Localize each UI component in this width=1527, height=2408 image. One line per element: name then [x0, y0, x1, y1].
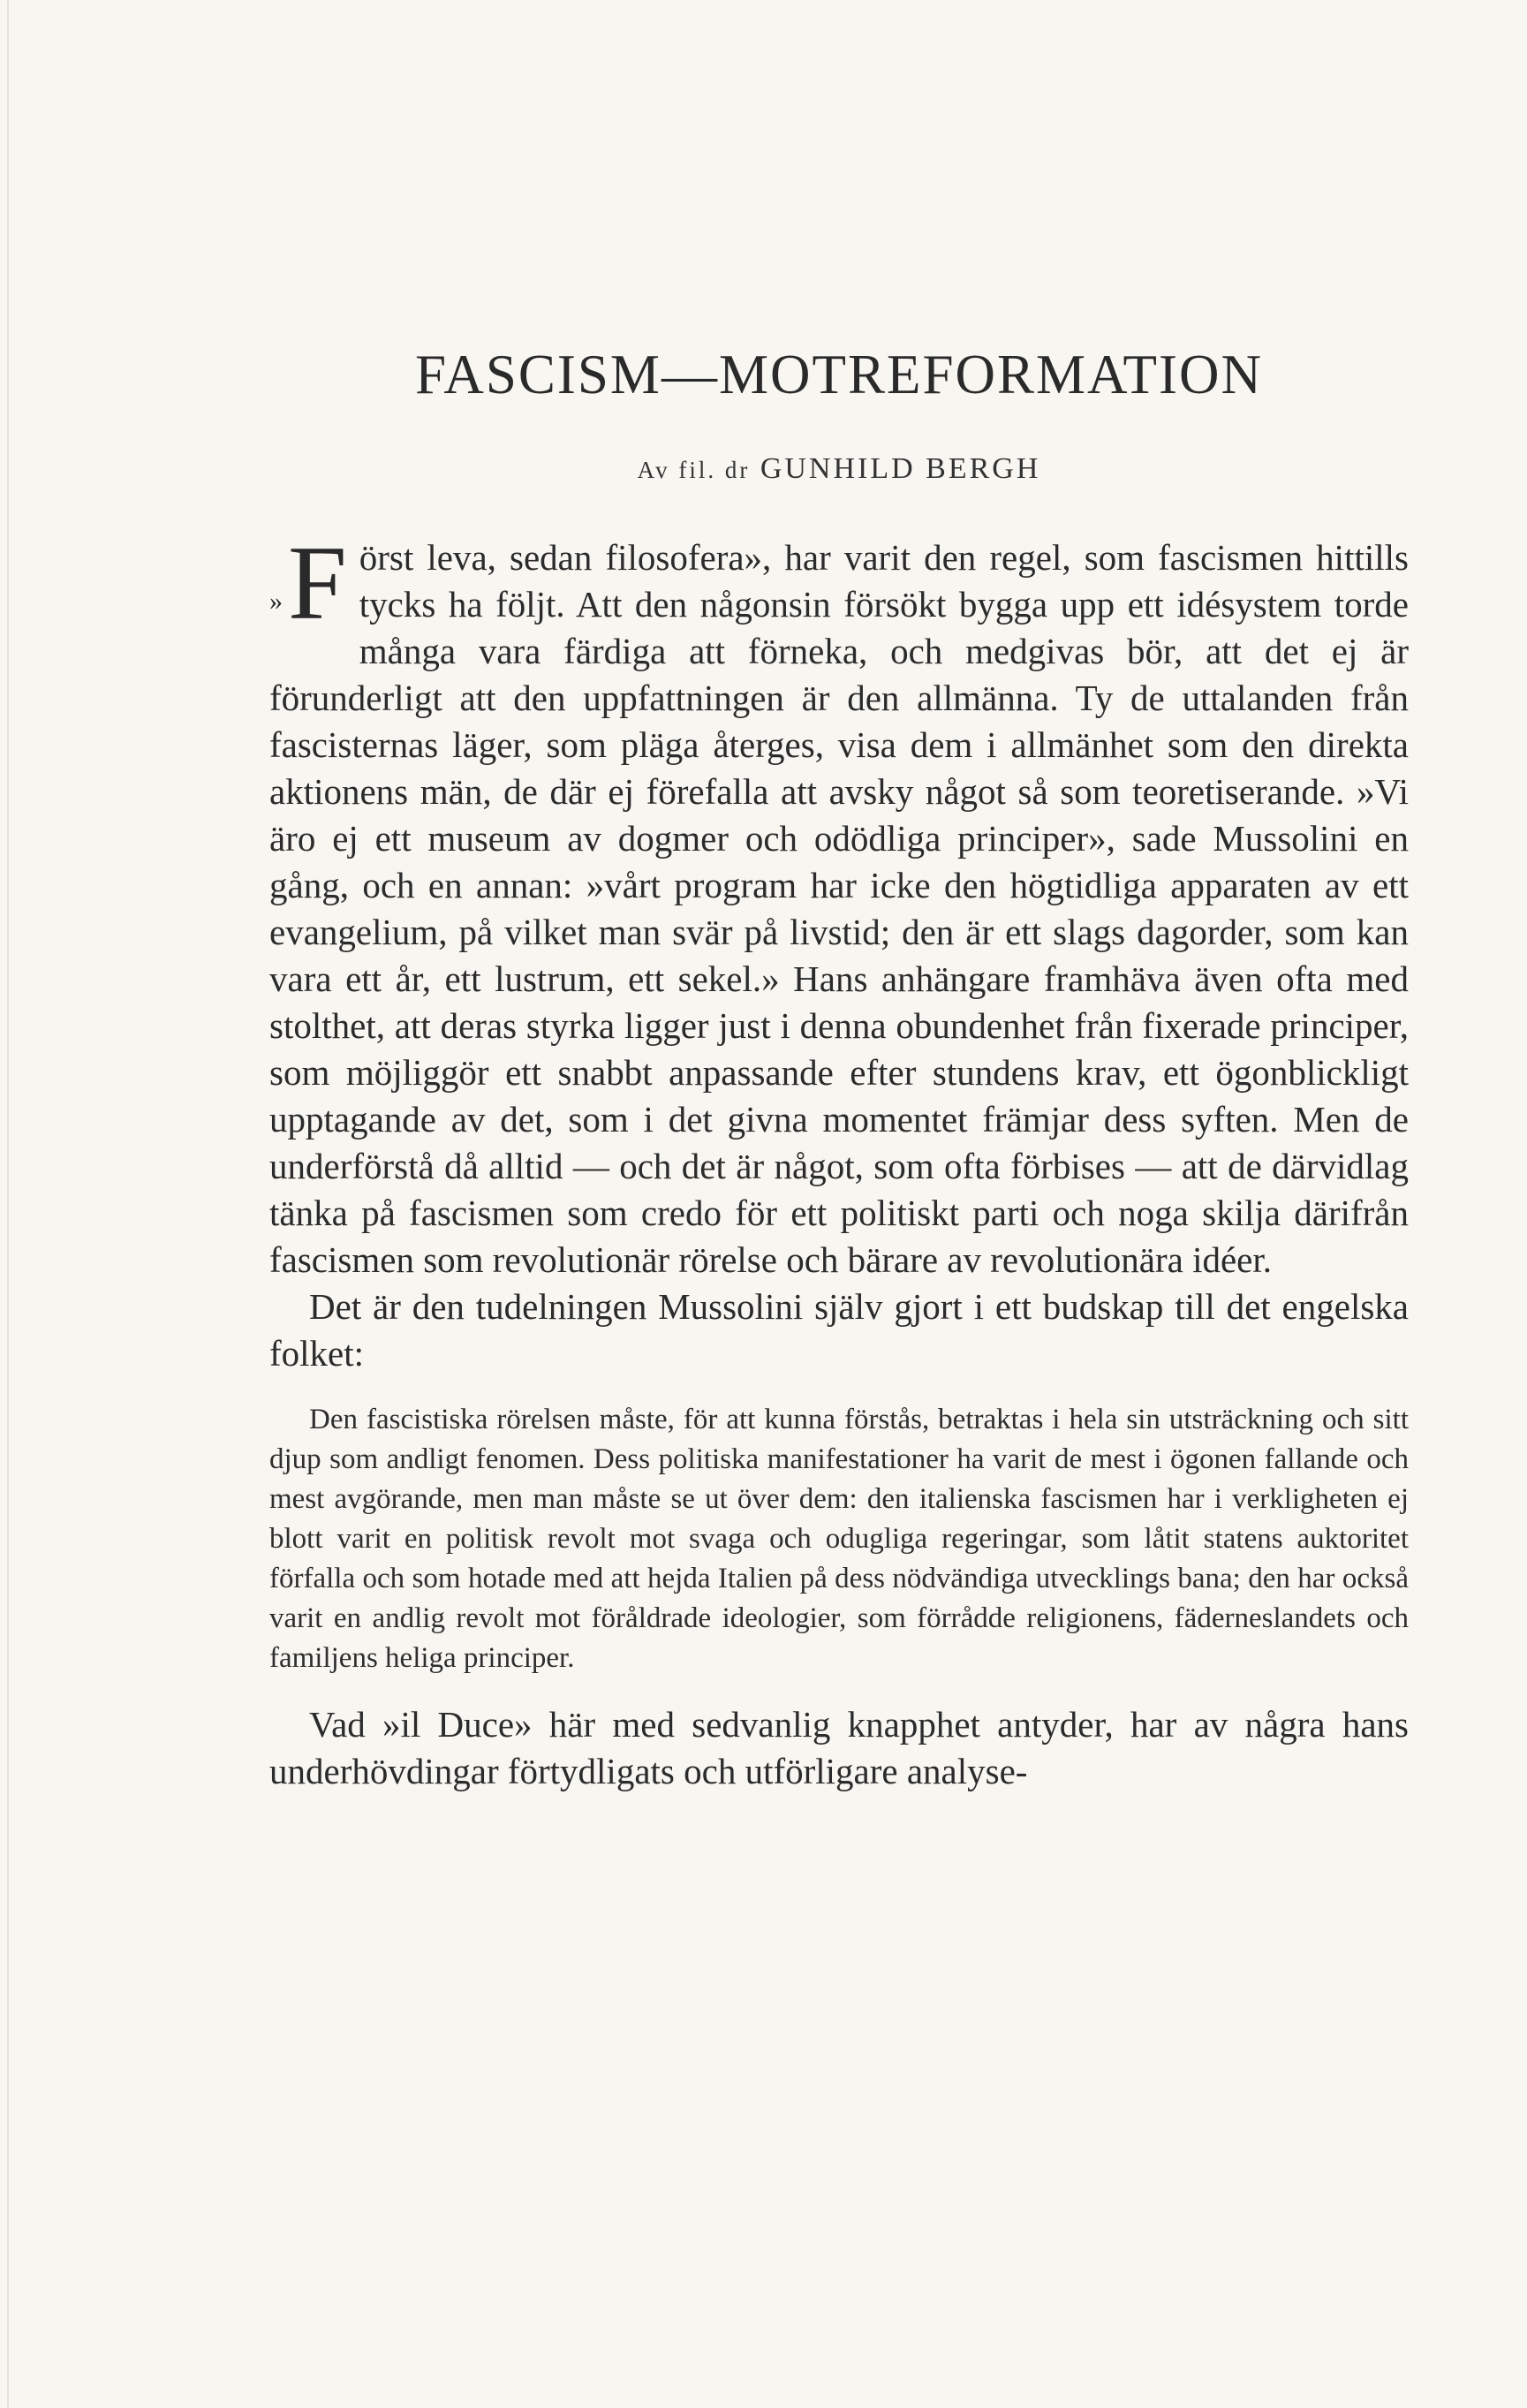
drop-cap-letter: F — [288, 524, 347, 641]
block-quote: Den fascistiska rörelsen måste, för att kunna förstås, betraktas i hela sin utsträckning och sitt djup som andligt fenomen. Dess politiska manifestationer ha varit de mest i ögonen fallande och mest avgörande, men man måste se ut över dem: den italienska fascismen har i verkligheten ej blott varit en politisk revolt mot svaga och odugliga regeringar, som låtit statens auktoritet förfalla och som hotade med att hejda Italien på dess nödvändiga utvecklings bana; den har också varit en andlig revolt mot föråldrade ideologier, som förrådde religionens, fäderneslandets och familjens heliga principer. — [269, 1404, 1409, 1674]
page-edge — [7, 0, 9, 2408]
byline-prefix: Av fil. dr — [637, 457, 751, 483]
paragraph-1 — [269, 524, 1409, 1284]
paragraph-2: Det är den tudelningen Mussolini själv gjort i ett budskap till det engelska folket: — [269, 1286, 1409, 1374]
drop-cap — [269, 524, 347, 641]
byline-author: GUNHILD BERGH — [760, 452, 1041, 485]
byline — [269, 452, 1409, 486]
article-title: FASCISM—MOTREFORMATION — [415, 344, 1263, 405]
article-body — [269, 524, 1409, 1795]
paragraph-3: Vad »il Duce» här med sedvanlig knapphet antyder, har av några hans underhövdingar förtydligats och utförligare analyse- — [269, 1704, 1409, 1791]
paragraph-1-text: örst leva, sedan filosofera», har varit den regel, som fascismen hittills tycks ha följt. Att den någonsin försökt bygga upp ett idésystem torde många vara färdiga att förneka, och medgivas bör, att det ej är förunderligt att den uppfattningen är den allmänna. Ty de uttalanden från fascisternas läger, som pläga återges, visa dem i allmänhet som den direkta aktionens män, de där ej förefalla att avsky något så som teoretiserande. »Vi äro ej ett museum av dogmer och odödliga principer», sade Mussolini en gång, och en annan: »vårt program har icke den högtidliga apparaten av ett evangelium, på vilket man svär på livstid; den är ett slags dagorder, som kan vara ett år, ett lustrum, ett sekel.» Hans anhängare framhäva även ofta med stolthet, att deras styrka ligger just i denna obundenhet från fixerade principer, som möjliggör ett snabbt anpassande efter stundens krav, ett ögonblickligt upptagande av det, som i det givna momentet främjar dess syften. Men de underförstå då alltid — och det är något, som ofta förbises — att de därvidlag tänka på fascismen som credo för ett politiskt parti och noga skilja därifrån fascismen som revolutionär rörelse och bärare av revolutionära idéer. — [269, 537, 1409, 1280]
opening-quote-mark: » — [269, 587, 283, 616]
